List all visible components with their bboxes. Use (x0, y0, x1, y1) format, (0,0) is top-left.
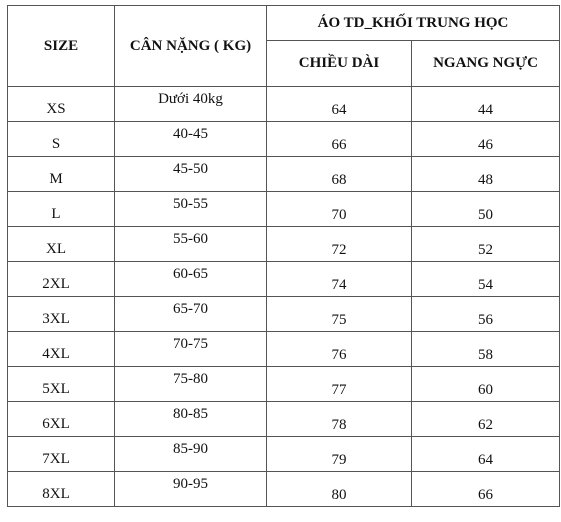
chest-cell: 60 (412, 367, 560, 402)
size-cell: 6XL (8, 402, 115, 437)
size-cell: 3XL (8, 297, 115, 332)
weight-cell: 80-85 (115, 402, 267, 437)
length-cell: 68 (267, 157, 412, 192)
chest-cell: 46 (412, 122, 560, 157)
table-row (8, 227, 560, 262)
chest-cell: 56 (412, 297, 560, 332)
length-cell: 77 (267, 367, 412, 402)
size-cell: XL (8, 227, 115, 262)
weight-cell: 70-75 (115, 332, 267, 367)
length-header: CHIỀU DÀI (267, 41, 412, 87)
weight-cell: 55-60 (115, 227, 267, 262)
weight-cell: 50-55 (115, 192, 267, 227)
table-row (8, 472, 560, 507)
length-cell: 72 (267, 227, 412, 262)
group-header: ÁO TD_KHỐI TRUNG HỌC (267, 6, 560, 41)
length-cell: 70 (267, 192, 412, 227)
chest-cell: 54 (412, 262, 560, 297)
weight-cell: 75-80 (115, 367, 267, 402)
weight-cell: 85-90 (115, 437, 267, 472)
size-cell: 7XL (8, 437, 115, 472)
chest-cell: 64 (412, 437, 560, 472)
table-row (8, 332, 560, 367)
size-cell: 2XL (8, 262, 115, 297)
length-cell: 66 (267, 122, 412, 157)
weight-cell: 60-65 (115, 262, 267, 297)
table-row (8, 87, 560, 122)
table-row (8, 367, 560, 402)
weight-cell: 90-95 (115, 472, 267, 507)
length-cell: 74 (267, 262, 412, 297)
table-row (8, 402, 560, 437)
weight-cell: Dưới 40kg (115, 87, 267, 122)
chest-cell: 66 (412, 472, 560, 507)
size-cell: 8XL (8, 472, 115, 507)
weight-header: CÂN NẶNG ( KG) (115, 6, 267, 87)
chest-cell: 62 (412, 402, 560, 437)
table-row (8, 122, 560, 157)
table-row (8, 262, 560, 297)
length-cell: 80 (267, 472, 412, 507)
header-row-1 (8, 6, 560, 41)
length-cell: 76 (267, 332, 412, 367)
length-cell: 75 (267, 297, 412, 332)
weight-cell: 45-50 (115, 157, 267, 192)
length-cell: 64 (267, 87, 412, 122)
table-row (8, 297, 560, 332)
chest-cell: 52 (412, 227, 560, 262)
size-cell: 4XL (8, 332, 115, 367)
size-header: SIZE (8, 6, 115, 87)
size-cell: 5XL (8, 367, 115, 402)
chest-cell: 58 (412, 332, 560, 367)
table-row (8, 192, 560, 227)
table-row (8, 437, 560, 472)
chest-cell: 48 (412, 157, 560, 192)
chest-header: NGANG NGỰC (412, 41, 560, 87)
size-rows (8, 87, 560, 507)
length-cell: 78 (267, 402, 412, 437)
size-cell: L (8, 192, 115, 227)
chest-cell: 44 (412, 87, 560, 122)
table-row (8, 157, 560, 192)
length-cell: 79 (267, 437, 412, 472)
size-chart-table (7, 5, 560, 507)
size-cell: XS (8, 87, 115, 122)
weight-cell: 65-70 (115, 297, 267, 332)
weight-cell: 40-45 (115, 122, 267, 157)
chest-cell: 50 (412, 192, 560, 227)
size-cell: S (8, 122, 115, 157)
size-cell: M (8, 157, 115, 192)
